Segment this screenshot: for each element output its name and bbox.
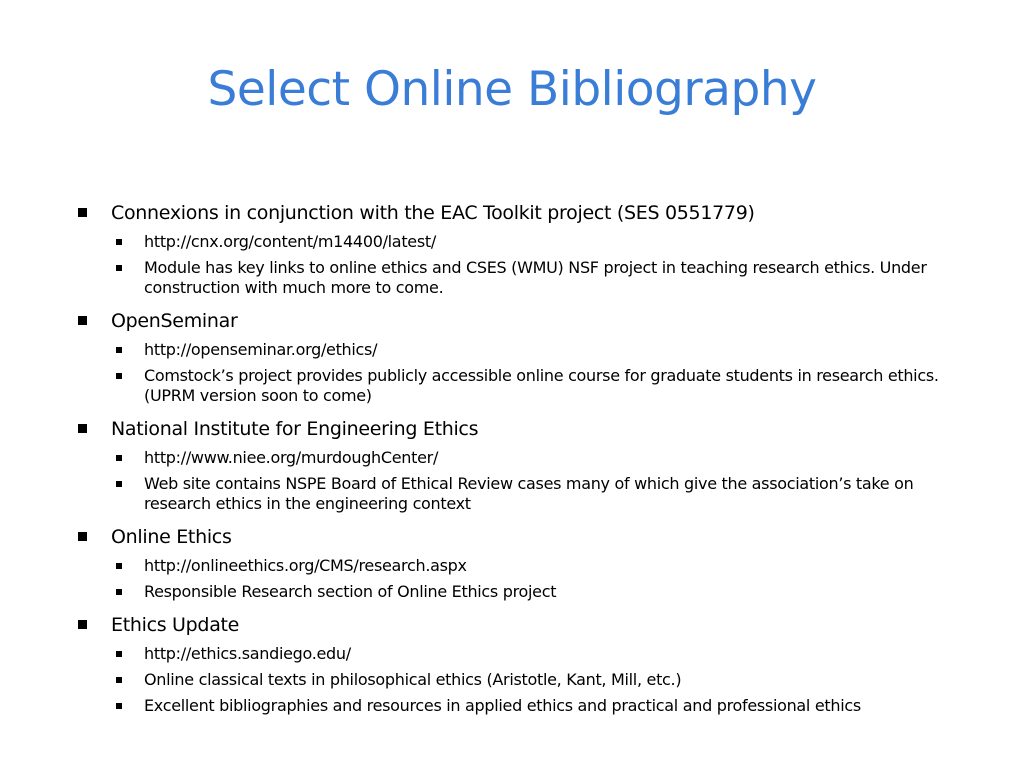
entry-heading: OpenSeminar bbox=[111, 310, 238, 332]
sub-item-url bbox=[70, 448, 970, 468]
sub-item-text: http://openseminar.org/ethics/ bbox=[144, 340, 378, 359]
entry-heading: Ethics Update bbox=[111, 614, 240, 636]
bibliography-list bbox=[70, 200, 970, 726]
sub-item-text: http://ethics.sandiego.edu/ bbox=[144, 644, 351, 663]
small-square-bullet-icon bbox=[116, 677, 122, 683]
small-square-bullet-icon bbox=[116, 589, 122, 595]
small-square-bullet-icon bbox=[116, 347, 122, 353]
sub-item-url bbox=[70, 232, 970, 252]
small-square-bullet-icon bbox=[116, 455, 122, 461]
sub-item-text: http://onlineethics.org/CMS/research.aspx bbox=[144, 556, 467, 575]
sub-item-text: Web site contains NSPE Board of Ethical Review cases many of which give the association’s take on research ethics in the engineering context bbox=[144, 474, 914, 513]
small-square-bullet-icon bbox=[116, 563, 122, 569]
entry-heading: Connexions in conjunction with the EAC Toolkit project (SES 0551779) bbox=[111, 202, 755, 224]
sub-item-text: http://cnx.org/content/m14400/latest/ bbox=[144, 232, 436, 251]
square-bullet-icon bbox=[78, 424, 87, 433]
small-square-bullet-icon bbox=[116, 239, 122, 245]
entry-openseminar bbox=[70, 308, 970, 406]
sub-item-text: Online classical texts in philosophical ethics (Aristotle, Kant, Mill, etc.) bbox=[144, 670, 682, 689]
entry-online-ethics bbox=[70, 524, 970, 602]
entry-niee bbox=[70, 416, 970, 514]
square-bullet-icon bbox=[78, 316, 87, 325]
sub-item-description bbox=[70, 696, 970, 716]
small-square-bullet-icon bbox=[116, 703, 122, 709]
sub-item-description bbox=[70, 582, 970, 602]
sub-item-description bbox=[70, 670, 970, 690]
sub-item-text: Comstock’s project provides publicly accessible online course for graduate students in research ethics. (UPRM version soon to come) bbox=[144, 366, 939, 405]
entry-connexions bbox=[70, 200, 970, 298]
entry-heading: Online Ethics bbox=[111, 526, 232, 548]
sub-item-description bbox=[70, 474, 970, 514]
sub-item-url bbox=[70, 340, 970, 360]
sub-item-description bbox=[70, 258, 970, 298]
small-square-bullet-icon bbox=[116, 265, 122, 271]
sub-item-text: Excellent bibliographies and resources in applied ethics and practical and professional ethics bbox=[144, 696, 861, 715]
slide-title: Select Online Bibliography bbox=[207, 62, 817, 117]
small-square-bullet-icon bbox=[116, 373, 122, 379]
small-square-bullet-icon bbox=[116, 481, 122, 487]
square-bullet-icon bbox=[78, 620, 87, 629]
entry-ethics-update bbox=[70, 612, 970, 716]
square-bullet-icon bbox=[78, 208, 87, 217]
sub-item-url bbox=[70, 556, 970, 576]
entry-heading: National Institute for Engineering Ethics bbox=[111, 418, 479, 440]
sub-item-text: http://www.niee.org/murdoughCenter/ bbox=[144, 448, 439, 467]
square-bullet-icon bbox=[78, 532, 87, 541]
sub-item-url bbox=[70, 644, 970, 664]
small-square-bullet-icon bbox=[116, 651, 122, 657]
sub-item-text: Responsible Research section of Online Ethics project bbox=[144, 582, 557, 601]
sub-item-text: Module has key links to online ethics and CSES (WMU) NSF project in teaching research ethics. Under construction with much more to come. bbox=[144, 258, 927, 297]
sub-item-description bbox=[70, 366, 970, 406]
